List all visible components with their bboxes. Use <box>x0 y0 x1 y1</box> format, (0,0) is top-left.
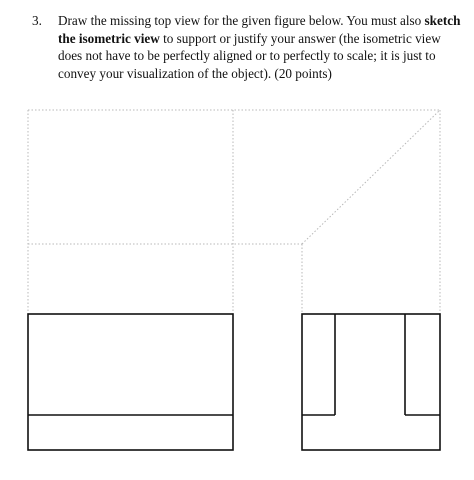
question-text-part-1: Draw the missing top view for the given figure below. You must also <box>58 13 425 28</box>
side-view-outline <box>302 314 440 450</box>
guide-miter-line <box>302 110 440 244</box>
side-view <box>302 314 440 450</box>
question-text-part-2: to support or justify your answer (the isometric view does not have to be perfectly aligned or to perfectly to scale; it is just to convey your visualization of the object). (20 points) <box>58 30 441 81</box>
front-view-outline <box>28 314 233 450</box>
question-number: 3. <box>32 13 42 28</box>
front-view <box>28 314 233 450</box>
projection-guides <box>28 110 440 314</box>
question-text-bold: sketch the isometric view <box>58 13 461 46</box>
